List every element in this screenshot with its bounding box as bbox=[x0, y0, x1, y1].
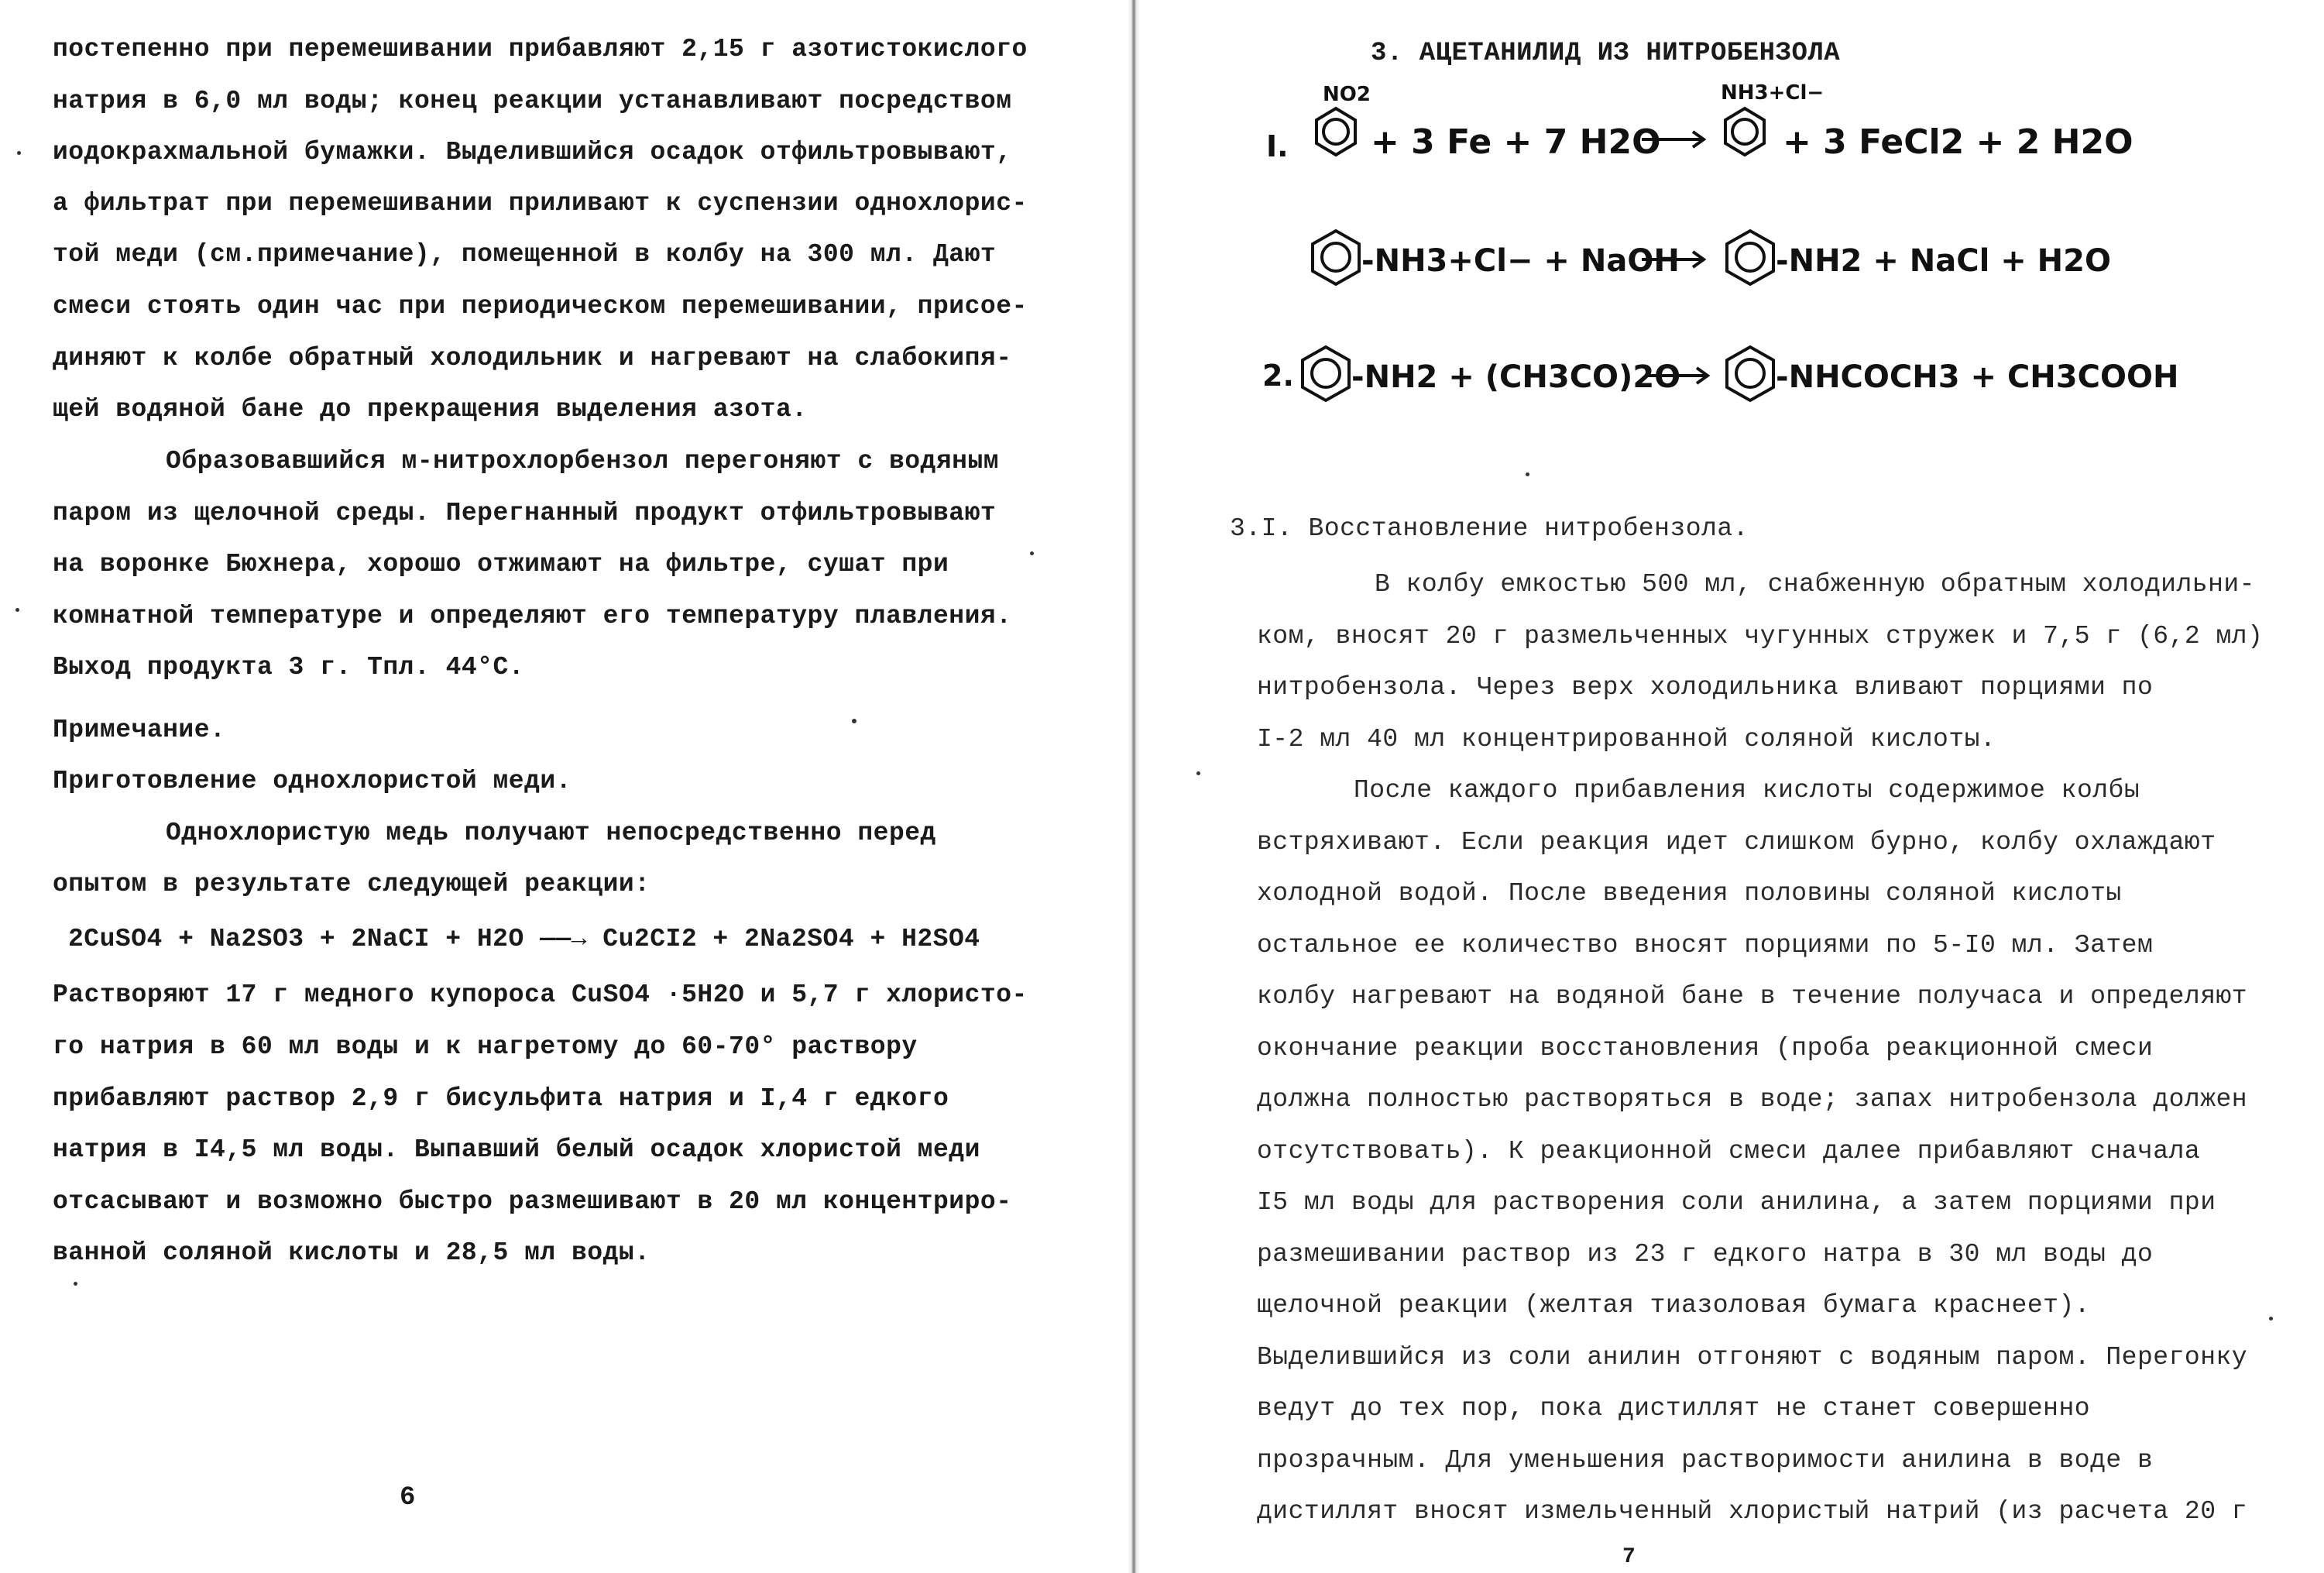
right-line-8: остальное ее количество вносят порциями по 5-I0 мл. Затем bbox=[1257, 931, 2154, 960]
reaction-3-products: -NHCOCH3 + CH3COOH bbox=[1776, 359, 2179, 395]
left-line-22: натрия в I4,5 мл воды. Выпавший белый осадок хлористой меди bbox=[53, 1135, 980, 1164]
left-line-17: опытом в результате следующей реакции: bbox=[53, 870, 651, 898]
reaction-1-reagents: + 3 Fe + 7 H2O bbox=[1371, 122, 1661, 162]
left-line-19: Растворяют 17 г медного купороса CuSO4 ·5H2O и 5,7 г хлористо- bbox=[53, 981, 1028, 1009]
right-line-15: щелочной реакции (желтая тиазоловая бумага краснеет). bbox=[1257, 1291, 2091, 1320]
left-line-24: ванной соляной кислоты и 28,5 мл воды. bbox=[53, 1238, 651, 1267]
left-line-21: прибавляют раствор 2,9 г бисульфита натрия и I,4 г едкого bbox=[53, 1084, 949, 1113]
benzene-aromatic-circle bbox=[1732, 119, 1757, 144]
right-line-18: прозрачным. Для уменьшения растворимости анилина в воде в bbox=[1257, 1446, 2154, 1475]
left-line-7: диняют к колбе обратный холодильник и нагревают на слабокипя- bbox=[53, 344, 1012, 373]
benzene-ring-icon bbox=[1313, 231, 1359, 284]
benzene-aromatic-circle bbox=[1322, 243, 1350, 271]
right-line-12: отсутствовать). К реакционной смеси далее прибавляют сначала bbox=[1257, 1137, 2201, 1166]
benzene-ring-icon bbox=[1727, 347, 1773, 400]
left-line-2: натрия в 6,0 мл воды; конец реакции устанавливают посредством bbox=[53, 87, 1012, 115]
scan-speck bbox=[852, 719, 856, 723]
left-line-16: Однохлористую медь получают непосредственно перед bbox=[166, 819, 936, 847]
right-line-16: Выделившийся из соли анилин отгоняют с водяным паром. Перегонку bbox=[1257, 1343, 2248, 1372]
right-line-10: окончание реакции восстановления (проба реакционной смеси bbox=[1257, 1034, 2154, 1063]
right-page-number: 7 bbox=[1622, 1545, 1636, 1569]
left-line-20: го натрия в 60 мл воды и к нагретому до 60-70° раствору bbox=[53, 1032, 918, 1061]
benzene-ring-icon bbox=[1727, 231, 1773, 284]
left-line-12: комнатной температуре и определяют его температуру плавления. bbox=[53, 602, 1012, 630]
left-line-10: паром из щелочной среды. Перегнанный продукт отфильтровывают bbox=[53, 499, 997, 527]
reaction-scheme-2 bbox=[1138, 217, 2324, 302]
right-line-13: I5 мл воды для растворения соли анилина, а затем порциями при bbox=[1257, 1188, 2216, 1217]
nitro-group-label: NO2 bbox=[1323, 83, 1371, 106]
right-line-9: колбу нагревают на водяной бане в течение получаса и определяют bbox=[1257, 982, 2248, 1011]
right-line-6: встряхивают. Если реакция идет слишком бурно, колбу охлаждают bbox=[1257, 828, 2216, 857]
section-heading: 3. АЦЕТАНИЛИД ИЗ НИТРОБЕНЗОЛА bbox=[1371, 39, 1841, 68]
right-line-3: нитробензола. Через верх холодильника вливают порциями по bbox=[1257, 673, 2154, 702]
reaction-scheme-1 bbox=[1138, 62, 2324, 170]
scan-speck bbox=[15, 608, 19, 612]
right-page bbox=[1138, 0, 2324, 1573]
left-line-5: той меди (см.примечание), помещенной в колбу на 300 мл. Дают bbox=[53, 240, 997, 269]
reaction-2-reactants: -NH3+Cl− + NaOH bbox=[1361, 243, 1680, 279]
left-line-23: отсасывают и возможно быстро размешивают в 20 мл концентриро- bbox=[53, 1187, 1012, 1216]
left-page-number: 6 bbox=[400, 1483, 416, 1513]
left-line-13: Выход продукта 3 г. Тпл. 44°С. bbox=[53, 653, 525, 682]
scan-speck bbox=[1526, 472, 1529, 476]
left-line-6: смеси стоять один час при периодическом перемешивании, присое- bbox=[53, 292, 1028, 321]
left-line-8: щей водяной бане до прекращения выделения азота. bbox=[53, 395, 808, 424]
left-line-1: постепенно при перемешивании прибавляют 2,15 г азотистокислого bbox=[53, 35, 1028, 64]
left-line-4: а фильтрат при перемешивании приливают к суспензии однохлорис- bbox=[53, 189, 1028, 218]
reaction-3-reactants: -NH2 + (CH3CO)2O bbox=[1351, 359, 1681, 395]
left-note-subtitle: Приготовление однохлористой меди. bbox=[53, 767, 572, 795]
right-line-2: ком, вносят 20 г размельченных чугунных стружек и 7,5 г (6,2 мл) bbox=[1257, 622, 2264, 651]
right-line-4: I-2 мл 40 мл концентрированной соляной кислоты. bbox=[1257, 725, 1996, 754]
reaction-2-products: -NH2 + NaCl + H2O bbox=[1776, 243, 2111, 279]
reaction-2-label: 2. bbox=[1262, 359, 1294, 393]
right-line-1: В колбу емкостью 500 мл, снабженную обратным холодильни- bbox=[1375, 570, 2255, 599]
left-line-11: на воронке Бюхнера, хорошо отжимают на фильтре, сушат при bbox=[53, 550, 949, 579]
benzene-aromatic-circle bbox=[1736, 243, 1764, 271]
scan-speck bbox=[17, 151, 21, 155]
right-line-5: После каждого прибавления кислоты содержимое колбы bbox=[1354, 776, 2140, 805]
benzene-ring-icon bbox=[1303, 347, 1349, 400]
right-line-19: дистиллят вносят измельченный хлористый натрий (из расчета 20 г bbox=[1257, 1497, 2248, 1526]
scan-speck bbox=[74, 1282, 77, 1286]
reaction-1-label: I. bbox=[1266, 129, 1289, 163]
left-line-3: иодокрахмальной бумажки. Выделившийся осадок отфильтровывают, bbox=[53, 138, 1012, 167]
anilinium-group-label: NH3+Cl− bbox=[1721, 81, 1825, 105]
scan-speck bbox=[1196, 771, 1200, 775]
scan-speck bbox=[1030, 551, 1034, 555]
scan-speck bbox=[2269, 1317, 2273, 1321]
left-line-9: Образовавшийся м-нитрохлорбензол перегоняют с водяным bbox=[166, 447, 1000, 476]
benzene-aromatic-circle bbox=[1736, 359, 1764, 387]
right-line-7: холодной водой. После введения половины соляной кислоты bbox=[1257, 879, 2122, 908]
right-line-14: размешивании раствор из 23 г едкого натра в 30 мл воды до bbox=[1257, 1240, 2154, 1269]
benzene-aromatic-circle bbox=[1312, 359, 1340, 387]
right-line-17: ведут до тех пор, пока дистиллят не станет совершенно bbox=[1257, 1394, 2091, 1423]
left-page bbox=[0, 0, 1131, 1573]
reaction-1-products: + 3 FeCl2 + 2 H2O bbox=[1783, 122, 2133, 162]
left-note-title: Примечание. bbox=[53, 716, 226, 744]
right-line-11: должна полностью растворяться в воде; запах нитробензола должен bbox=[1257, 1085, 2248, 1114]
left-equation: 2CuSO4 + Na2SO3 + 2NaCI + H2O ——→ Cu2CI2 + 2Na2SO4 + H2SO4 bbox=[68, 925, 980, 953]
subsection-title: 3.I. Восстановление нитробензола. bbox=[1230, 514, 1749, 543]
reaction-scheme-3 bbox=[1138, 333, 2324, 418]
benzene-aromatic-circle bbox=[1323, 119, 1348, 144]
